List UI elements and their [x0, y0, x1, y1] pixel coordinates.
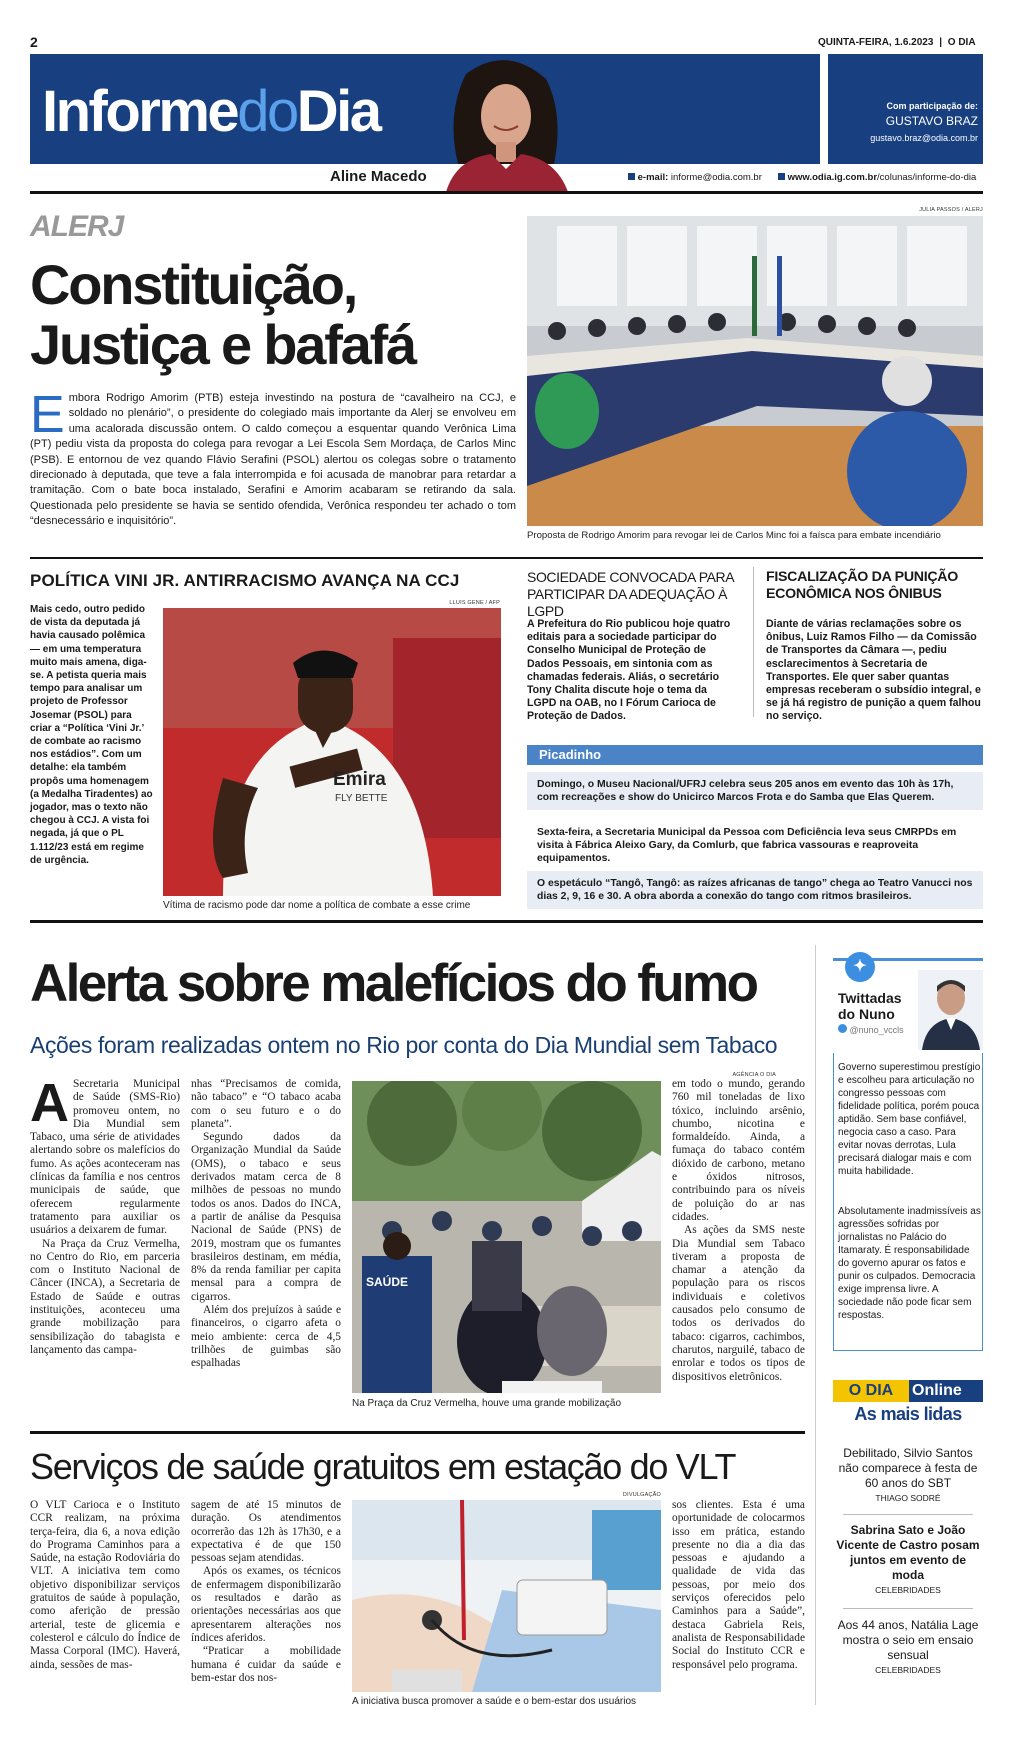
vlt-col-1: O VLT Carioca e o Instituto CCR realizam, na próxima terça-feira, dia 6, a nova edição do Programa Caminhos para a Saúde, na estação Rodoviária do VLT. A iniciativa tem como objetivo disponibilizar serviços gratuitos de saúde à população, como aferição de pressão arterial, teste de glicemia e colesterol e cálculo do Índice de Massa Corporal (IMC). Haverá, ainda, sessões de mas-: [30, 1499, 180, 1671]
contact-site: [778, 172, 976, 183]
picadinho-item-1: Domingo, o Museu Nacional/UFRJ celebra seus 205 anos em evento das 10h às 17h, com recreações e show do Unicirco Marcos Frota e do Samba que Elas Querem.: [527, 772, 983, 810]
twitter-handle: [838, 1024, 904, 1035]
fumo-photo-credit: AGÊNCIA O DIA: [732, 1072, 776, 1078]
vlt-photo-credit: DIVULGAÇÃO: [622, 1492, 661, 1498]
fumo-col-3-text: em todo o mundo, gerando 760 mil toneladas de lixo tóxico, incluindo arsênio, chumbo, nicotina e formaldeído. Ainda, a fumaça do tabaco contém dióxido de carbono, metano e óxidos nitrosos, contribuindo para os níveis de poluição do ar nas cidades.: [672, 1078, 805, 1223]
columnist-portrait: [436, 54, 576, 192]
vlt-photo: [352, 1500, 661, 1692]
lead-title: [30, 255, 415, 375]
brand-do: do: [237, 79, 297, 144]
masthead-rule: [30, 191, 983, 194]
vlt-col-2b: Após os exames, os técnicos de enfermagem disponibilizarão os resultados e darão as orientações necessárias aos que apresentarem alterações nos índices aferidos.: [191, 1565, 341, 1644]
lgpd-title: SOCIEDADE CONVOCADA PARA PARTICIPAR DA ADEQUAÇÃO À LGPD: [527, 569, 734, 619]
vlt-col-2-text: sagem de até 15 minutos de duração. Os atendimentos ocorrerão das 12h às 17h30, e a expectativa é de que 150 pessoas sejam atendidas.: [191, 1499, 341, 1565]
masthead-brand: [42, 79, 380, 144]
email-label: e-mail:: [637, 172, 669, 183]
online-label: Online: [912, 1382, 962, 1399]
vini-body: Mais cedo, outro pedido de vista da deputada já havia causado polêmica — em uma temperatura muito mais amena, diga-se. A petista queria mais tempo para analisar um projeto de Professor Josemar (PSOL) para criar a “Política ‘Vini Jr.’ de combate ao racismo nos estádios”. Com um detalhe: ela também propôs uma homenagem (a Medalha Tiradentes) ao jogador, mas o texto não chegou à CCJ. A vista foi negada, já que o PL 1.112/23 está em regime de urgência.: [30, 604, 153, 866]
vlt-title: Serviços de saúde gratuitos em estação do VLT: [30, 1446, 736, 1487]
popular-item-2[interactable]: [833, 1523, 983, 1595]
nuno-portrait: [918, 970, 983, 1050]
fumo-col-1: [30, 1073, 180, 1357]
popular-item-2-source: CELEBRIDADES: [875, 1585, 941, 1595]
lead-title-line1: Constituição,: [30, 253, 357, 316]
fumo-title: Alerta sobre malefícios do fumo: [30, 954, 757, 1013]
twitter-title: [838, 990, 902, 1022]
site-path: /colunas/informe-do-dia: [877, 172, 977, 183]
brand-informe: Informe: [42, 79, 238, 144]
page-number: 2: [30, 34, 38, 50]
fumo-col-2c: Além dos prejuízos à saúde e financeiros, o cigarro afeta o meio ambiente: cerca de 4,5 trilhões de guimbas são espalhadas: [191, 1304, 341, 1370]
vini-photo: [163, 608, 501, 896]
fumo-photo: [352, 1081, 661, 1393]
lead-photo: [527, 216, 983, 526]
twitter-box-frame-right: [982, 1053, 983, 1350]
popular-item-1-source: THIAGO SODRÉ: [875, 1493, 941, 1503]
popular-item-1[interactable]: [833, 1446, 983, 1503]
date: QUINTA-FEIRA, 1.6.2023: [818, 37, 934, 48]
lgpd-divider: [753, 567, 754, 717]
popular-item-1-text[interactable]: Debilitado, Silvio Santos não comparece à festa de 60 anos do SBT: [838, 1446, 978, 1490]
lead-photo-caption: Proposta de Rodrigo Amorim para revogar lei de Carlos Minc foi a faísca para embate incendiário: [527, 530, 941, 541]
vlt-col-2: [191, 1499, 341, 1685]
lead-body: [30, 386, 516, 530]
lead-kicker: ALERJ: [30, 210, 124, 243]
fumo-subtitle: Ações foram realizadas ontem no Rio por conta do Dia Mundial sem Tabaco: [30, 1032, 778, 1058]
lead-body-text: mbora Rodrigo Amorim (PTB) esteja investindo na postura de “cavalheiro na CCJ, e soldado no plenário”, o presidente do colegiado mais importante da Alerj se envolveu em uma acalorada discussão ontem. O caldo começou a esquentar quando Verônica Lima (PT) pediu vista da proposta do colega para revogar a Lei Escola Sem Mordaça, de Carlos Minc (PSB). E entornou de vez quando Flávio Serafini (PSOL) alertou os colegas sobre o tratamento direcionado à deputada, que teve a fala interrompida e foi acusada de manobrar para retardar a tramitação. Com o bate boca instalado, Serafini e Amorim acabaram se retirando da sala. Questionada pelo presidente se havia se sentido ofendida, Verônica respondeu ter achado o tom “desnecessário e inquisitório”.: [30, 392, 516, 528]
twitter-icon: ✦: [845, 952, 875, 982]
popular-item-3-text[interactable]: Aos 44 anos, Natália Lage mostra o seio em ensaio sensual: [837, 1618, 979, 1662]
popular-divider-2: [843, 1608, 973, 1609]
twitter-body-1: Governo superestimou prestígio e escolheu para articulação no congresso pessoas com fidelidade política, porém pouca aptidão. Sem base confiável, negocia caso a caso. Para evitar novas derrotas, Lula precisará dialogar mais e com muita habilidade.: [838, 1062, 981, 1177]
online-subtitle: As mais lidas: [854, 1404, 962, 1424]
fumo-col-2-text: nhas “Precisamos de comida, não tabaco” e “O tabaco acaba com o seu futuro e o do planeta”.: [191, 1078, 341, 1130]
participation-name: GUSTAVO BRAZ: [885, 114, 978, 128]
contact-email: [628, 172, 762, 183]
email-link[interactable]: informe@odia.com.br: [670, 172, 762, 183]
twitter-title-line2: do Nuno: [838, 1006, 895, 1022]
brand-dia: Dia: [296, 79, 380, 144]
popular-divider-1: [843, 1514, 973, 1515]
svg-text:Emira: Emira: [333, 769, 386, 790]
fumo-col-3b: As ações da SMS neste Dia Mundial sem Tabaco tiveram a proposta de chamar a atenção da população para os riscos individuais e coletivos causados pelo consumo de todos os derivados do tabaco: cigarros, cachimbos, charutos, narguilé, tabaco de enrolar e todos os tipos de dispositivos eletrônicos.: [672, 1224, 805, 1383]
fumo-col-2b: Segundo dados da Organização Mundial da Saúde (OMS), o tabaco e seus derivados matam cerca de 8 milhões de pessoas no mundo todos os anos. Dados do INCA, a partir de análise da Pesquisa Nacional de Saúde (PNS) de 2019, mostram que os fumantes brasileiros destinam, em média, 8% da renda familiar per capita mensal para a compra de cigarros.: [191, 1131, 341, 1303]
fumo-drop-cap: A: [30, 1073, 69, 1133]
onibus-body: Diante de várias reclamações sobre os ônibus, Luiz Ramos Filho — da Comissão de Transportes da Câmara —, pediu esclarecimentos à Secretaria de Transportes. Ele quer saber quantas empresas receberam o subsídio integral, e se já há registro de punição a quem falhou no serviço.: [766, 618, 981, 723]
site-link[interactable]: www.odia.ig.com.br: [787, 172, 878, 183]
vini-title: POLÍTICA VINI JR. ANTIRRACISMO AVANÇA NA CCJ: [30, 571, 460, 590]
participation-label: Com participação de:: [886, 101, 978, 111]
twitter-box-frame: [833, 1053, 834, 1350]
vini-photo-caption: Vítima de racismo pode dar nome a política de combate a esse crime: [163, 900, 471, 911]
fumo-photo-caption: Na Praça da Cruz Vermelha, houve uma grande mobilização: [352, 1398, 622, 1409]
section-rule-2: [30, 920, 983, 923]
participation-email: gustavo.braz@odia.com.br: [870, 133, 978, 143]
svg-text:FLY BETTE: FLY BETTE: [335, 793, 388, 804]
lead-title-line2: Justiça e bafafá: [30, 313, 415, 376]
columnist-name: Aline Macedo: [330, 168, 427, 185]
fumo-col-1b: Na Praça da Cruz Vermelha, no Centro do Rio, em parceria com o Instituto Nacional de Câncer (INCA), a Secretaria de Estado de Saúde e outras instituições, aconteceu uma grande mobilização para sensibilização do tabagista e lançamento das campa-: [30, 1237, 180, 1356]
online-brand: O DIA: [833, 1380, 909, 1402]
verified-icon: [838, 1024, 847, 1033]
svg-text:SAÚDE: SAÚDE: [366, 1275, 409, 1289]
picadinho-label: Picadinho: [527, 745, 983, 765]
picadinho-item-2: Sexta-feira, a Secretaria Municipal da Pessoa com Deficiência leva seus CMRPDs em visita à Fábrica Aleixo Gary, da Comlurb, que fabrica vassouras e reaproveita equipamentos.: [537, 827, 957, 864]
twitter-title-line1: Twittadas: [838, 990, 902, 1006]
lgpd-body: A Prefeitura do Rio publicou hoje quatro editais para a sociedade participar do Conselho Municipal de Proteção de Dados Pessoais, em sintonia com as chamadas federais. Aliás, o secretário Tony Chalita discute hoje o tema da LGPD na OAB, no I Fórum Carioca de Proteção de Dados.: [527, 618, 731, 723]
vlt-col-2c: “Praticar a mobilidade humana é cuidar da saúde e bem-estar dos nos-: [191, 1645, 341, 1684]
date-line: QUINTA-FEIRA, 1.6.2023 | O DIA: [818, 37, 976, 48]
vlt-col-3: sos clientes. Esta é uma oportunidade de colocarmos isso em prática, estando presente no dia a dia das pessoas e ajudando a qualidade de vida das pessoas, por meio dos serviços oferecidos pelo Caminhos para a Saúde”, destaca Gabriela Reis, analista de Responsabilidade Social do Instituto CCR e responsável pelo programa.: [672, 1499, 805, 1671]
picadinho-item-3: O espetáculo “Tangô, Tangô: as raízes africanas de tango” chega ao Teatro Vanucci nos dias 2, 9, 16 e 30. A obra aborda a conexão do tango com ritmos brasileiros.: [527, 871, 983, 909]
twitter-handle-text: @nuno_vccls: [849, 1025, 904, 1035]
sidebar-divider: [815, 945, 816, 1705]
section-rule-1: [30, 557, 983, 559]
lead-drop-cap: E: [30, 386, 65, 444]
popular-item-2-text[interactable]: Sabrina Sato e João Vicente de Castro posam juntos em evento de moda: [836, 1523, 980, 1582]
popular-item-3[interactable]: [833, 1618, 983, 1675]
vlt-photo-caption: A iniciativa busca promover a saúde e o bem-estar dos usuários: [352, 1696, 637, 1707]
fumo-col-3: [672, 1078, 805, 1384]
vini-photo-credit: LLUIS GENE / AFP: [449, 600, 500, 606]
popular-item-3-source: CELEBRIDADES: [875, 1665, 941, 1675]
paper-name: O DIA: [947, 37, 976, 48]
onibus-title: FISCALIZAÇÃO DA PUNIÇÃO ECONÔMICA NOS ÔNIBUS: [766, 569, 958, 602]
fumo-col-1-text: Secretaria Municipal de Saúde (SMS-Rio) promoveu ontem, no Dia Mundial sem Tabaco, uma série de atividades alertando sobre os malefícios do fumo. As ações aconteceram nas clínicas da família e nos centros municipais de saúde, que oferecem regularmente tratamento para auxiliar os usuários a deixarem de fumar.: [30, 1078, 180, 1237]
twitter-box-frame-bottom: [833, 1350, 983, 1351]
lead-photo-credit: JULIA PASSOS / ALERJ: [919, 207, 983, 213]
fumo-col-2: [191, 1078, 341, 1371]
twitter-body-2: Absolutamente inadmissíveis as agressões sofridas por jornalistas no Palácio do Itamaraty. É responsabilidade do governo apurar os fatos e punir os culpados. Democracia exige imprensa livre. A sociedade não pode ficar sem respostas.: [838, 1206, 981, 1321]
section-rule-3: [30, 1431, 805, 1434]
